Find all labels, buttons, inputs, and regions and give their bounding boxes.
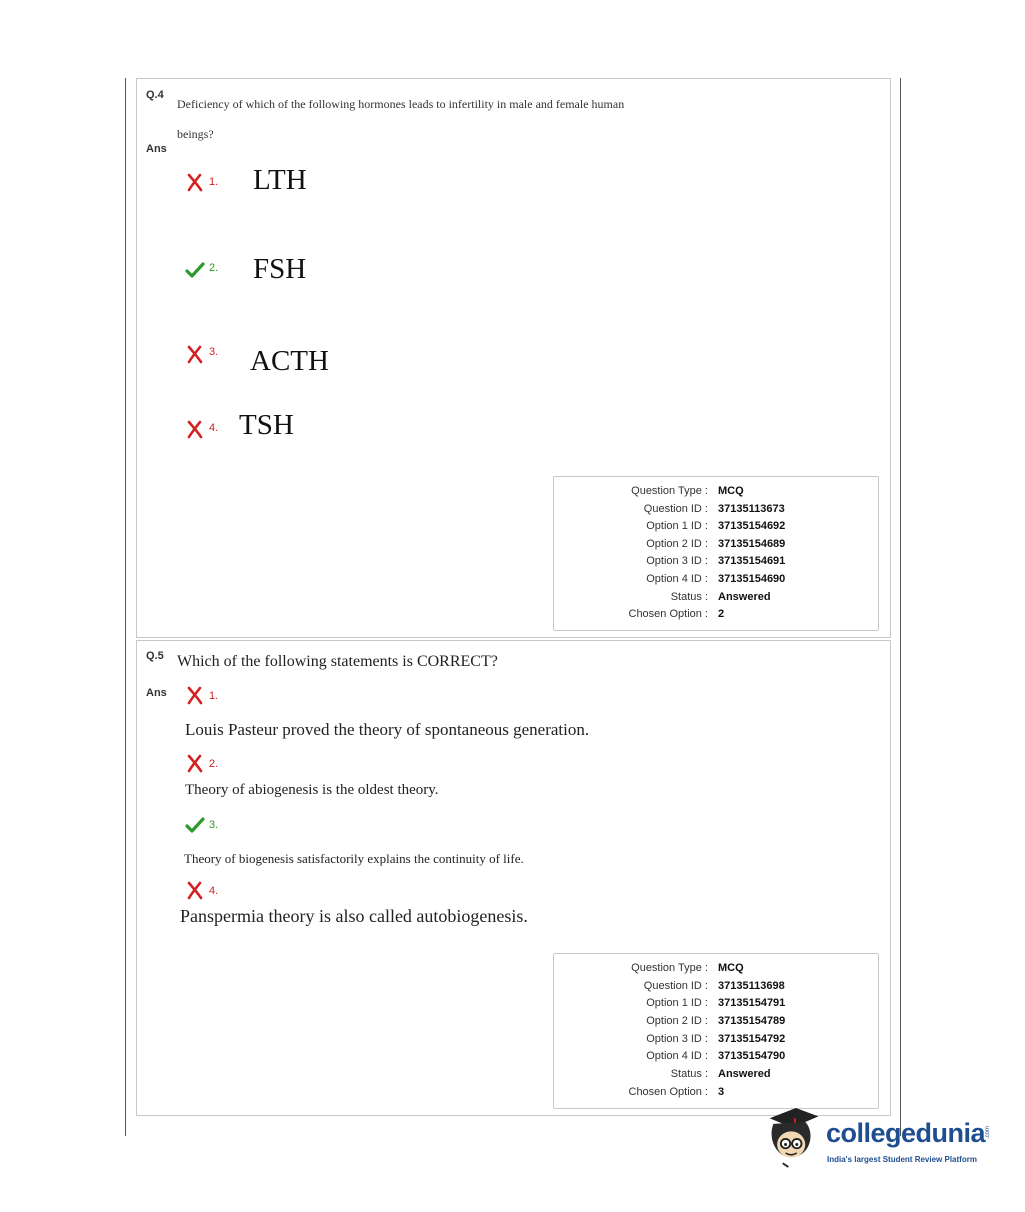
meta-label: Question Type : <box>631 962 708 974</box>
meta-value: 37135154791 <box>718 997 786 1009</box>
cross-icon <box>185 753 205 773</box>
meta-row-question-type <box>554 960 794 977</box>
meta-row-option-4-id <box>554 571 794 588</box>
question-5-panel <box>136 640 891 1116</box>
check-icon <box>185 260 205 280</box>
option-number: 4. <box>209 422 219 434</box>
option-text: TSH <box>239 409 294 441</box>
option-text: Louis Pasteur proved the theory of spontaneous generation. <box>185 720 590 739</box>
meta-value: MCQ <box>718 485 744 497</box>
cross-icon <box>185 344 205 364</box>
meta-label: Option 1 ID : <box>646 520 708 532</box>
option-number: 1. <box>209 690 219 702</box>
question-text: Which of the following statements is CORRECT? <box>177 653 498 670</box>
cross-icon <box>185 880 205 900</box>
option-number: 3. <box>209 819 219 831</box>
meta-row-option-3-id <box>554 1031 794 1048</box>
cross-icon <box>185 685 205 705</box>
meta-label: Option 4 ID : <box>646 1050 708 1062</box>
option-text: FSH <box>253 253 307 285</box>
option-number: 4. <box>209 885 219 897</box>
option-text: Theory of biogenesis satisfactorily explains the continuity of life. <box>184 851 524 866</box>
meta-value: 37135113698 <box>718 980 785 992</box>
option-number: 2. <box>209 262 219 274</box>
meta-row-option-3-id <box>554 553 794 570</box>
meta-label: Chosen Option : <box>628 1086 708 1098</box>
mascot-icon <box>764 1104 824 1170</box>
ans-label: Ans <box>146 687 167 699</box>
meta-value: MCQ <box>718 962 744 974</box>
cross-icon <box>185 172 205 192</box>
option-text: LTH <box>253 164 307 196</box>
meta-value: 2 <box>718 608 725 620</box>
meta-row-chosen-option <box>554 1084 794 1101</box>
option-number: 3. <box>209 346 219 358</box>
meta-value: 37135113673 <box>718 503 785 515</box>
meta-value: 37135154691 <box>718 555 786 567</box>
meta-value: 3 <box>718 1086 725 1098</box>
question-meta-box <box>553 953 879 1109</box>
meta-row-option-2-id <box>554 536 794 553</box>
option-number: 2. <box>209 758 219 770</box>
meta-row-option-1-id <box>554 518 794 535</box>
meta-row-option-1-id <box>554 995 794 1012</box>
meta-row-status <box>554 1066 794 1083</box>
logo-domain-suffix: .com <box>985 1126 991 1140</box>
meta-value: 37135154692 <box>718 520 786 532</box>
meta-label: Status : <box>670 591 708 603</box>
meta-row-option-2-id <box>554 1013 794 1030</box>
option-number: 1. <box>209 176 219 188</box>
meta-row-question-id <box>554 501 794 518</box>
meta-row-status <box>554 589 794 606</box>
meta-label: Option 2 ID : <box>646 1015 708 1027</box>
meta-row-chosen-option <box>554 606 794 623</box>
question-number: Q.5 <box>146 650 164 662</box>
meta-label: Status : <box>670 1068 708 1080</box>
question-line-1: Deficiency of which of the following hormones leads to infertility in male and female human <box>177 97 625 111</box>
meta-label: Option 4 ID : <box>646 573 708 585</box>
collegedunia-logo[interactable] <box>764 1104 994 1176</box>
meta-label: Option 1 ID : <box>646 997 708 1009</box>
question-text <box>177 89 737 149</box>
meta-label: Option 3 ID : <box>646 1033 708 1045</box>
meta-value: 37135154689 <box>718 538 786 550</box>
meta-label: Option 3 ID : <box>646 555 708 567</box>
option-text: ACTH <box>250 345 329 377</box>
meta-value: 37135154789 <box>718 1015 786 1027</box>
logo-wordmark: collegedunia <box>826 1118 986 1148</box>
meta-row-option-4-id <box>554 1048 794 1065</box>
meta-label: Option 2 ID : <box>646 538 708 550</box>
meta-label: Question Type : <box>631 485 708 497</box>
question-number: Q.4 <box>146 89 164 101</box>
option-text: Panspermia theory is also called autobiogenesis. <box>180 906 528 926</box>
meta-row-question-id <box>554 978 794 995</box>
right-margin-line <box>900 78 901 1136</box>
logo-tagline: India's largest Student Review Platform <box>827 1155 977 1164</box>
meta-value: 37135154790 <box>718 1050 786 1062</box>
meta-value: 37135154792 <box>718 1033 786 1045</box>
option-text: Theory of abiogenesis is the oldest theory. <box>185 782 439 798</box>
left-margin-line <box>125 78 126 1136</box>
question-line-2: beings? <box>177 127 214 141</box>
cross-icon <box>185 419 205 439</box>
question-meta-box <box>553 476 879 631</box>
check-icon <box>185 815 205 835</box>
meta-value: Answered <box>718 1068 771 1080</box>
meta-row-question-type <box>554 483 794 500</box>
meta-label: Chosen Option : <box>628 608 708 620</box>
meta-value: 37135154690 <box>718 573 786 585</box>
meta-label: Question ID : <box>643 980 708 992</box>
meta-value: Answered <box>718 591 771 603</box>
meta-label: Question ID : <box>643 503 708 515</box>
ans-label: Ans <box>146 143 167 155</box>
question-4-panel <box>136 78 891 638</box>
